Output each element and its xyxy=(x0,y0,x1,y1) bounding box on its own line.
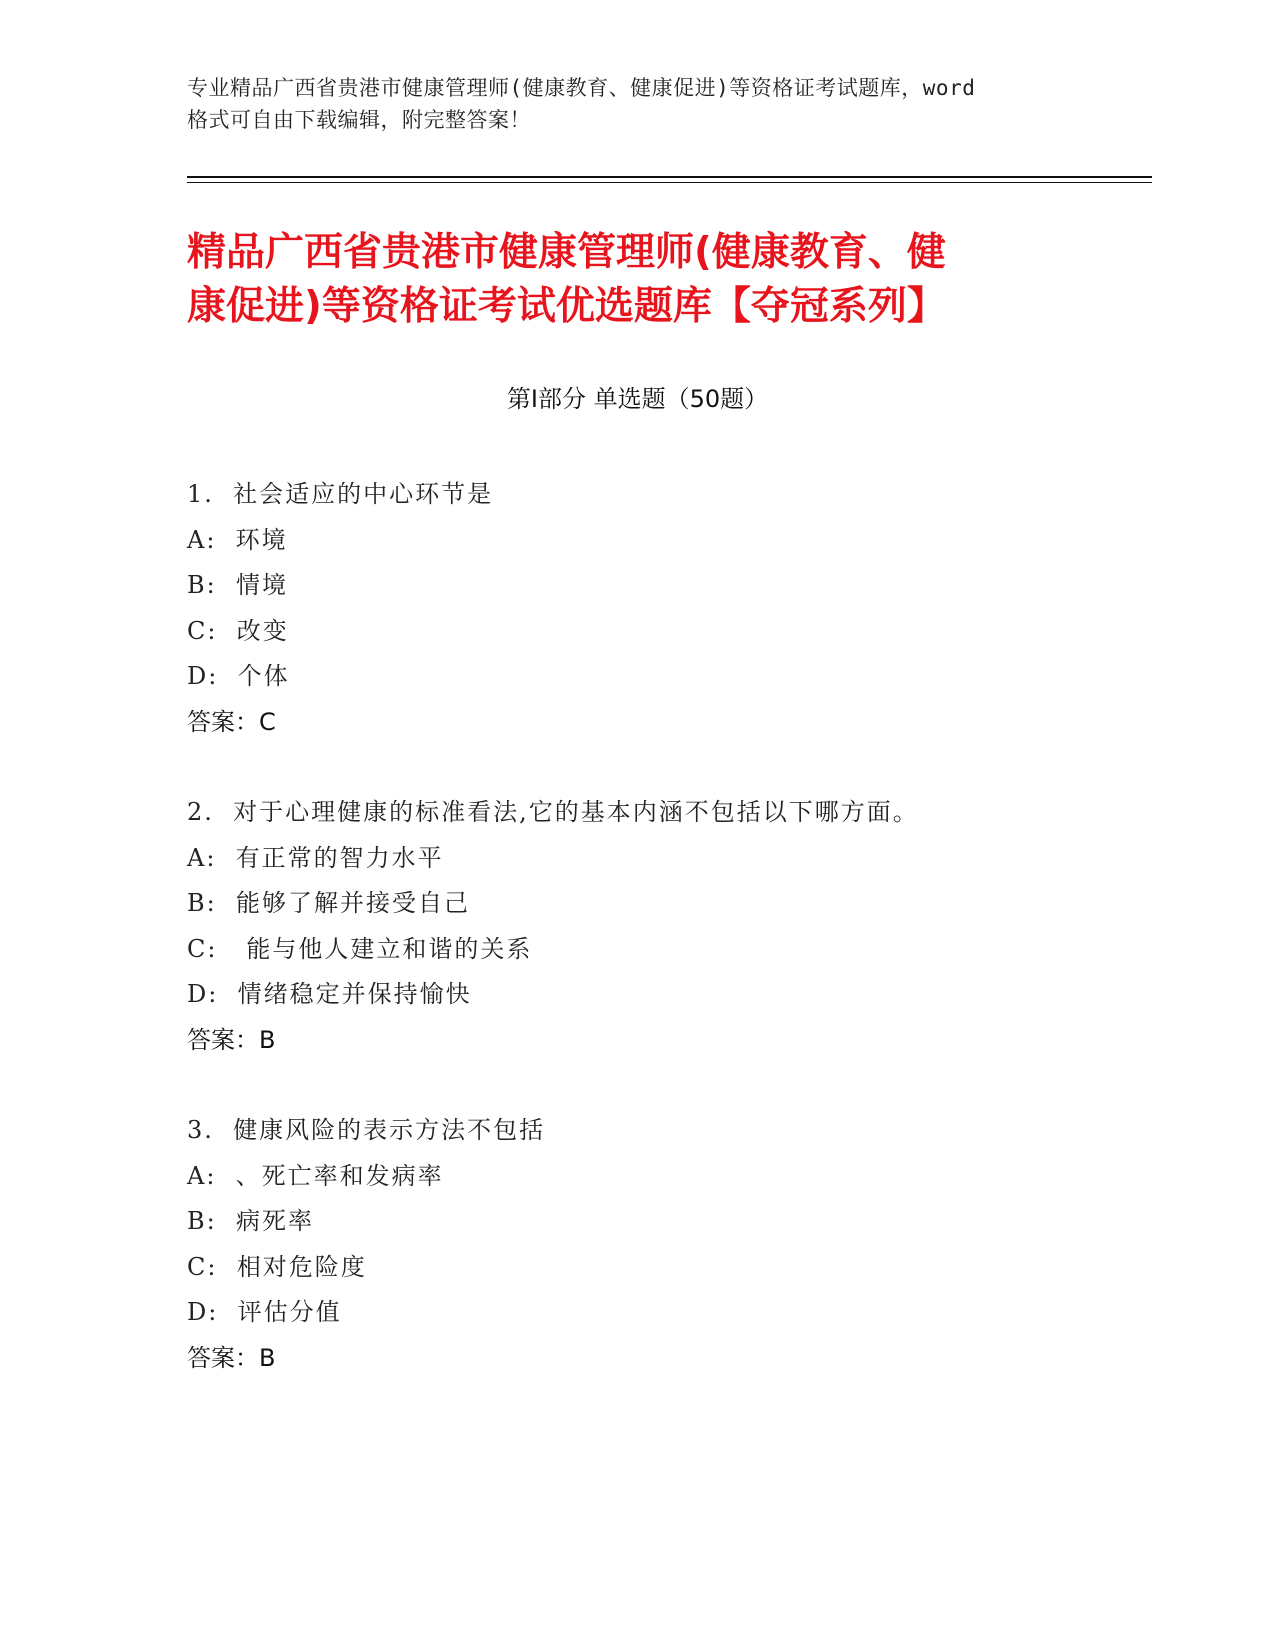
option-a: A: 环境 xyxy=(187,525,288,554)
document-title-line-2: 康促进)等资格证考试优选题库【夺冠系列】 xyxy=(187,284,946,329)
option-d: D: 评估分值 xyxy=(187,1298,342,1326)
question-3 xyxy=(187,1108,1127,1381)
section-title: 第Ⅰ部分 单选题（50题） xyxy=(506,385,769,413)
question-2 xyxy=(187,790,1127,1063)
option-c: C: 能与他人建立和谐的关系 xyxy=(187,934,533,963)
option-b: B: 能够了解并接受自己 xyxy=(187,889,470,917)
document-title xyxy=(187,226,1097,334)
header-divider-thin xyxy=(187,182,1152,183)
answer: 答案：C xyxy=(187,707,276,736)
document-title-line-1: 精品广西省贵港市健康管理师(健康教育、健 xyxy=(187,230,946,275)
header-note-line-1: 专业精品广西省贵港市健康管理师(健康教育、健康促进)等资格证考试题库，word xyxy=(187,76,976,100)
option-d: D: 个体 xyxy=(187,662,290,690)
question-1 xyxy=(187,472,1127,745)
header-note xyxy=(187,72,1087,136)
option-b: B: 情境 xyxy=(187,571,288,599)
question-stem: 3. 健康风险的表示方法不包括 xyxy=(187,1116,546,1144)
option-c: C: 改变 xyxy=(187,616,289,645)
option-b: B: 病死率 xyxy=(187,1207,314,1235)
answer: 答案：B xyxy=(187,1343,276,1372)
option-a: A: 、死亡率和发病率 xyxy=(187,1161,444,1190)
option-d: D: 情绪稳定并保持愉快 xyxy=(187,980,472,1008)
header-note-line-2: 格式可自由下载编辑，附完整答案！ xyxy=(187,108,531,132)
option-c: C: 相对危险度 xyxy=(187,1252,367,1281)
answer: 答案：B xyxy=(187,1025,276,1054)
option-a: A: 有正常的智力水平 xyxy=(187,843,444,872)
header-divider-thick xyxy=(187,176,1152,178)
question-stem: 2. 对于心理健康的标准看法,它的基本内涵不包括以下哪方面。 xyxy=(187,798,919,826)
question-stem: 1. 社会适应的中心环节是 xyxy=(187,480,494,508)
